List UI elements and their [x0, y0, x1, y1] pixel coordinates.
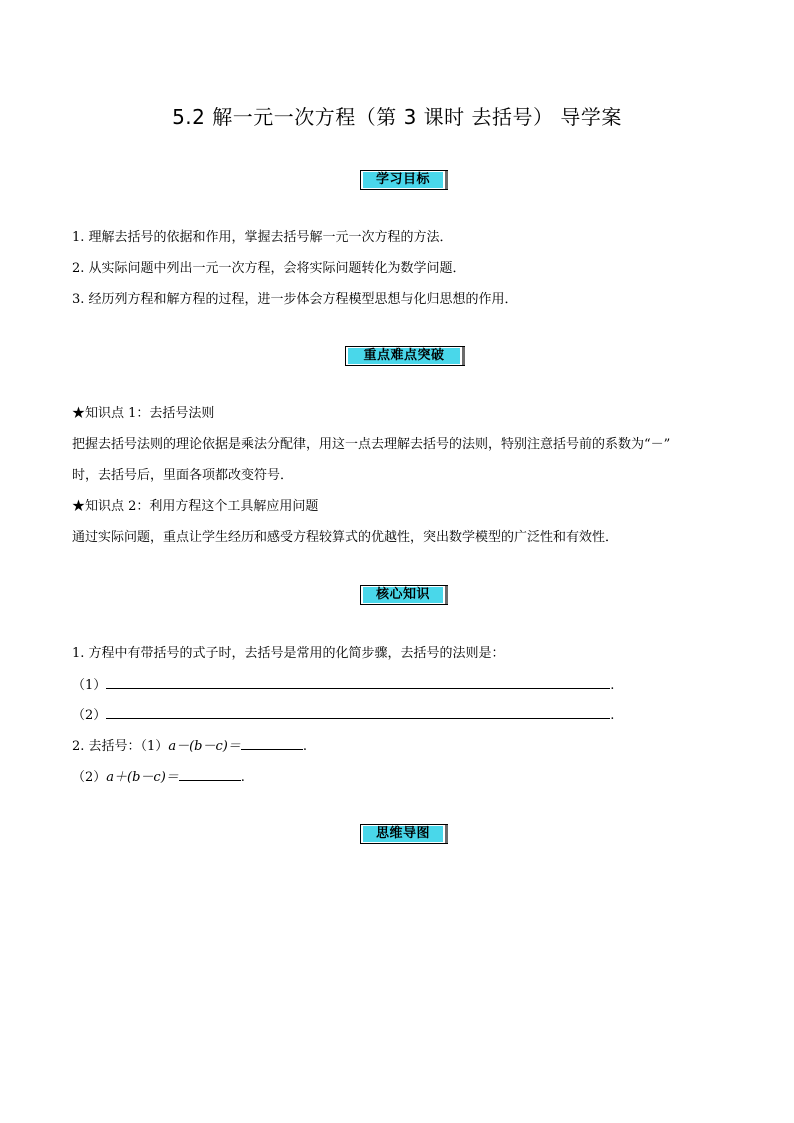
page-title: 5.2 解一元一次方程（第 3 课时 去括号） 导学案 [172, 105, 622, 129]
heading-shadow [445, 171, 448, 189]
knowledge-point-1-text: 把握去括号法则的理论依据是乘法分配律，用这一点去理解去括号的法则，特别注意括号前的系数为“－” [72, 437, 671, 452]
goal-item-2: 2. 从实际问题中列出一元一次方程，会将实际问题转化为数学问题． [72, 261, 466, 276]
period: . [610, 678, 615, 693]
section-heading-core [360, 585, 448, 605]
core-question-2-part-2 [72, 768, 245, 787]
question-prefix: 2. 去括号：（1） [72, 739, 169, 754]
period: . [610, 708, 615, 723]
answer-blank[interactable] [241, 737, 303, 750]
answer-blank[interactable] [106, 676, 610, 689]
knowledge-point-1-title: ★知识点 1：去括号法则 [72, 406, 215, 421]
section-label: 思维导图 [363, 826, 443, 842]
answer-blank[interactable] [179, 768, 241, 781]
core-question-1-part-2 [72, 706, 614, 725]
heading-shadow [462, 347, 465, 365]
goal-item-1: 1. 理解去括号的依据和作用，掌握去括号解一元一次方程的方法． [72, 230, 453, 245]
core-question-1: 1. 方程中有带括号的式子时，去括号是常用的化简步骤，去括号的法则是： [72, 646, 505, 661]
section-heading-key [345, 346, 465, 366]
answer-blank[interactable] [106, 706, 610, 719]
section-label: 学习目标 [363, 172, 443, 188]
goal-item-3: 3. 经历列方程和解方程的过程，进一步体会方程模型思想与化归思想的作用． [72, 292, 518, 307]
math-expression: a＋(b－c)＝ [106, 770, 179, 785]
section-label: 核心知识 [363, 587, 443, 603]
period: . [240, 770, 245, 785]
part-label: （2） [72, 708, 107, 723]
knowledge-point-1-text-cont: 时，去括号后，里面各项都改变符号． [72, 468, 294, 483]
section-heading-mindmap [360, 824, 448, 844]
part-label: （1） [72, 678, 107, 693]
part-label: （2） [72, 770, 107, 785]
period: . [302, 739, 307, 754]
knowledge-point-2-title: ★知识点 2：利用方程这个工具解应用问题 [72, 499, 319, 514]
math-expression: a－(b－c)＝ [168, 739, 241, 754]
heading-shadow [445, 586, 448, 604]
section-label: 重点难点突破 [348, 348, 460, 364]
heading-shadow [445, 825, 448, 843]
knowledge-point-2-text: 通过实际问题，重点让学生经历和感受方程较算式的优越性，突出数学模型的广泛性和有效性． [72, 530, 619, 545]
core-question-2-part-1 [72, 737, 307, 756]
core-question-1-part-1 [72, 676, 614, 695]
section-heading-goals [360, 170, 448, 190]
